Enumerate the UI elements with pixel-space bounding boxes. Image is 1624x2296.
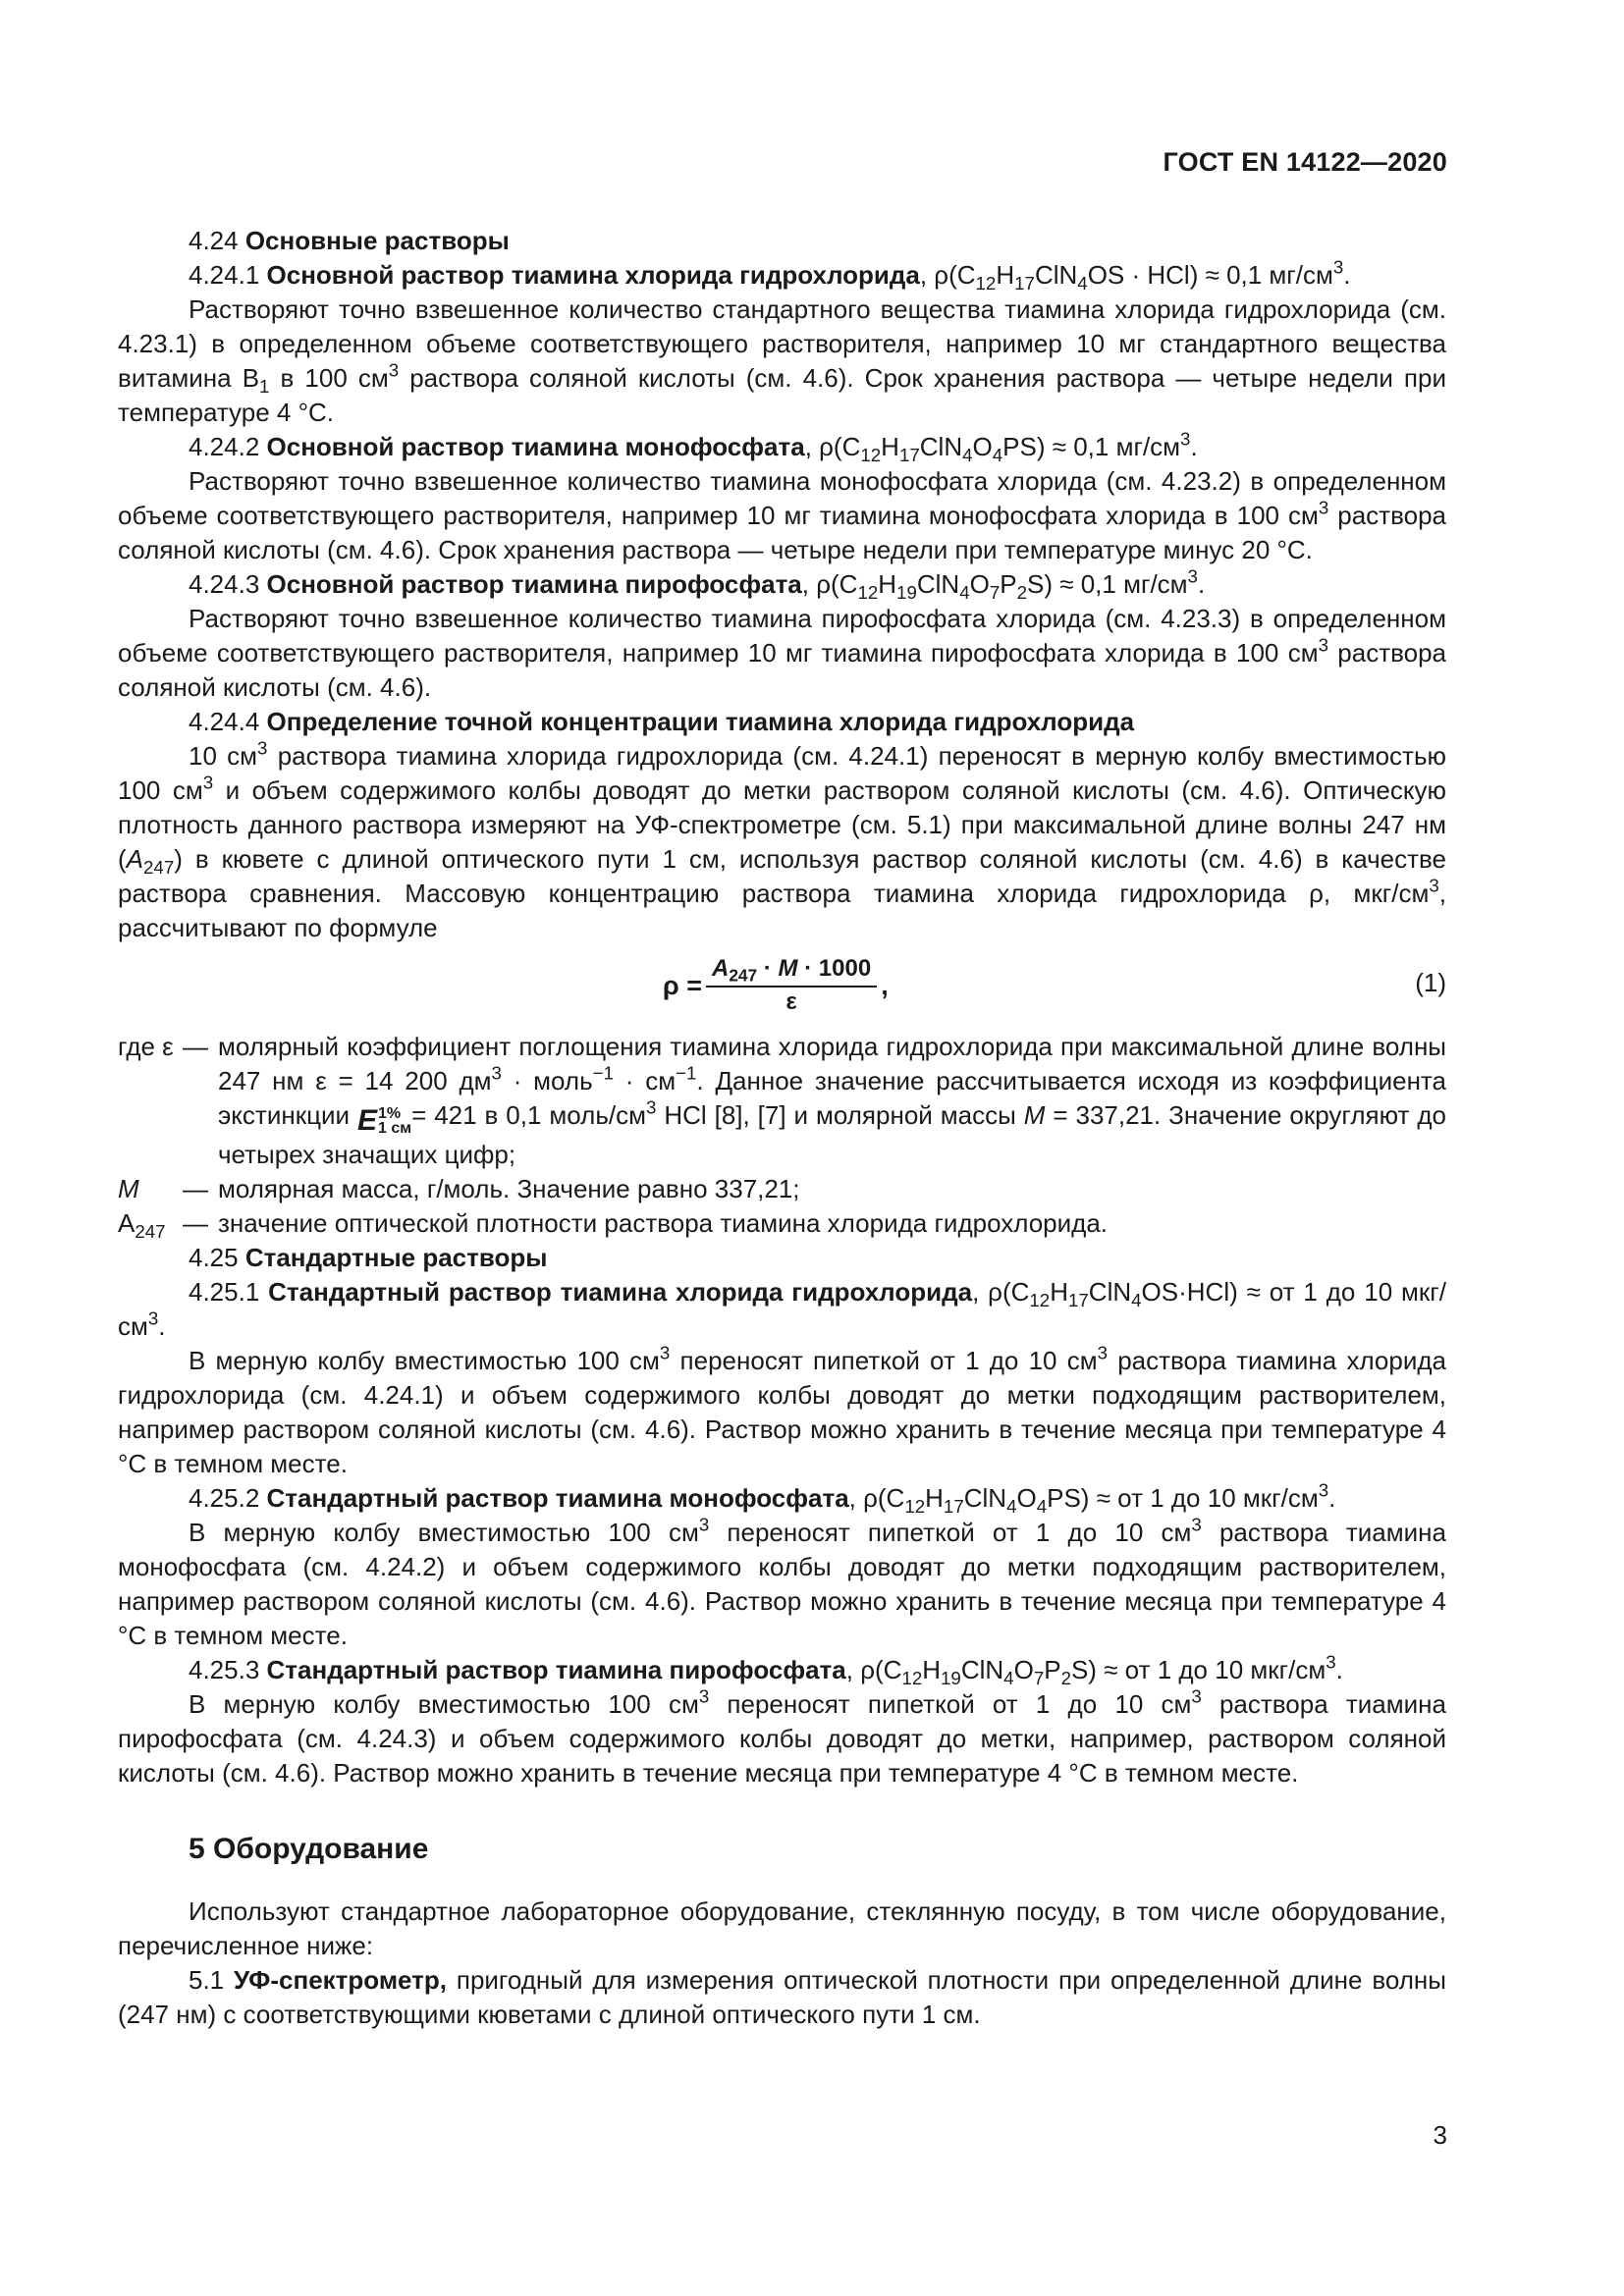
formula-lhs: ρ =	[663, 970, 702, 1000]
clause-4-24-4-text: 10 $см^3$ раствора тиамина хлорида гидрохлорида (см. 4.24.1) переносят в мерную колбу вместимостью 100 $см^3$ и объем содержимого колбы доводят до метки раствором соляной кислоты (см. 4.6). Оптическую плотность данного раствора измеряют на УФ-спектрометре (см. 5.1) при максимальной длине волны 247 нм $(A_{247})$ в кювете с длиной оптического пути 1 см, используя раствор соляной кислоты (см. 4.6) в качестве раствора сравнения. Массовую концентрацию раствора тиамина хлорида гидрохлорида ρ, мкг/$см^3$, рассчитывают по формуле	[118, 737, 1446, 942]
formula-denominator: ε	[785, 988, 797, 1015]
definition-a247	[118, 1206, 1446, 1241]
definition-dash: —	[183, 1174, 208, 1203]
definition-epsilon	[118, 1030, 1446, 1172]
extinction-letter: E	[356, 1104, 377, 1137]
clause-4-24-1-text: Растворяют точно взвешенное количество стандартного вещества тиамина хлорида гидрохлорида (см. 4.23.1) в определенном объеме соответствующего растворителя, например 10 мг стандартного вещества витамина $B_1$ в 100 $см^3$ раствора соляной кислоты (см. 4.6). Срок хранения раствора — четыре недели при температуре 4 °C.	[118, 294, 1446, 427]
clause-5-1: 5.1 УФ-спектрометр, пригодный для измерения оптической плотности при определенной длине волны (247 нм) с соответствующими кюветами с длиной оптического пути 1 см.	[118, 1965, 1446, 2029]
document-body	[118, 224, 1446, 2032]
clause-4-25-3-heading: 4.25.3 Стандартный раствор тиамина пирофосфата, $\rho(C_{12}H_{19}ClN_4O_7P_2S)$ ≈ от 1 до 10 мкг/$см^3$.	[189, 1651, 1343, 1688]
page-number: 3	[1433, 2120, 1447, 2150]
definition-m-text: молярная масса, г/моль. Значение равно 337,21;	[218, 1174, 800, 1203]
definition-m	[118, 1172, 1446, 1206]
a247-base: A	[118, 1208, 135, 1238]
section-5-title: 5 Оборудование	[189, 1833, 429, 1865]
definition-symbol-where: где ε	[118, 1032, 174, 1061]
section-5-intro: Используют стандартное лабораторное оборудование, стеклянную посуду, в том числе оборудование, перечисленное ниже:	[118, 1896, 1446, 1960]
extinction-top-index: 1%	[378, 1104, 402, 1122]
definition-symbol-m: M	[118, 1174, 139, 1203]
clause-4-24-2-heading: 4.24.2 Основной раствор тиамина монофосфата, $\rho(C_{12}H_{17}ClN_4O_4PS) \approx 0,1$ $мг/см^3$.	[189, 428, 1198, 465]
formula-fraction	[706, 954, 877, 1017]
formula-trail: ,	[881, 970, 889, 1000]
definition-epsilon-text	[218, 1030, 1446, 1172]
document-header: ГОСТ EN 14122—2020	[1163, 147, 1447, 177]
definition-epsilon-part1: молярный коэффициент поглощения тиамина хлорида гидрохлорида при максимальной длине волны 247 нм ε = 14 200 $дм^3$ · моль$^{-1}$ · $см^{-1}$. Данное значение рассчитывается исходя из коэффициента экстинкции	[218, 1032, 1447, 1130]
clause-4-24-heading: 4.24 Основные растворы	[189, 226, 510, 255]
formula-expression	[663, 954, 889, 1017]
clause-4-25-2-text: В мерную колбу вместимостью 100 $см^3$ переносят пипеткой от 1 до 10 $см^3$ раствора тиамина монофосфата (см. 4.24.2) и объем содержимого колбы доводят до метки подходящим растворителем, например раствором соляной кислоты (см. 4.6). Раствор можно хранить в течение месяца при температуре 4 °C в темном месте.	[118, 1514, 1446, 1650]
clause-4-25-1-heading: 4.25.1 Стандартный раствор тиамина хлорида гидрохлорида, $\rho(C_{12}H_{17}ClN_4OS\cdot HCl)$ ≈ от 1 до 10 мкг/$см^3$.	[118, 1277, 1447, 1341]
definition-dash: —	[183, 1032, 208, 1061]
definition-a247-text: значение оптической плотности раствора тиамина хлорида гидрохлорида.	[218, 1208, 1109, 1238]
definitions-list	[118, 1030, 1446, 1241]
extinction-coefficient-mark	[357, 1103, 411, 1138]
clause-4-24-2-text: Растворяют точно взвешенное количество тиамина монофосфата хлорида (см. 4.23.2) в определенном объеме соответствующего растворителя, например 10 мг тиамина монофосфата хлорида в 100 $см^3$ раствора соляной кислоты (см. 4.6). Срок хранения раствора — четыре недели при температуре минус 20 °C.	[118, 466, 1446, 564]
clause-4-25-2-heading: 4.25.2 Стандартный раствор тиамина монофосфата, $\rho(C_{12}H_{17}ClN_4O_4PS)$ ≈ от 1 до 10 мкг/$см^3$.	[189, 1479, 1336, 1517]
extinction-indices	[378, 1106, 411, 1136]
clause-4-25-1-text: В мерную колбу вместимостью 100 $см^3$ переносят пипеткой от 1 до 10 $см^3$ раствора тиамина хлорида гидрохлорида (см. 4.24.1) и объем содержимого колбы доводят до метки подходящим растворителем, например раствором соляной кислоты (см. 4.6). Раствор можно хранить в течение месяца при температуре 4 °C в темном месте.	[118, 1342, 1446, 1478]
clause-4-24-4-heading: 4.24.4 Определение точной концентрации тиамина хлорида гидрохлорида	[189, 707, 1135, 736]
clause-4-25-3-text: В мерную колбу вместимостью 100 $см^3$ переносят пипеткой от 1 до 10 $см^3$ раствора тиамина пирофосфата (см. 4.24.3) и объем содержимого колбы доводят до метки, например, раствором соляной кислоты (см. 4.6). Раствор можно хранить в течение месяца при температуре 4 °C в темном месте.	[118, 1685, 1446, 1788]
clause-4-24-3-heading: 4.24.3 Основной раствор тиамина пирофосфата, $\rho(C_{12}H_{19}ClN_4O_7P_2S) \approx 0,1$ $мг/см^3$.	[189, 565, 1206, 603]
formula-numerator: $A_{247} \cdot M \cdot 1000$	[706, 954, 877, 988]
definition-epsilon-part2: = 421 в 0,1 моль/$см^3$ HCl [8], [7] и молярной массы M = 337,21. Значение округляют до четырех значащих цифр;	[218, 1096, 1446, 1169]
clause-4-24-1-heading: 4.24.1 Основной раствор тиамина хлорида гидрохлорида, $\rho(C_{12}H_{17}ClN_4OS \cdot HCl) \approx 0,1$ $мг/см^3$.	[189, 256, 1351, 294]
a247-subscript: 247	[135, 1220, 166, 1242]
clause-4-25-heading: 4.25 Стандартные растворы	[189, 1243, 548, 1272]
definition-symbol-a247	[118, 1206, 183, 1241]
definition-dash: —	[183, 1208, 208, 1238]
extinction-bottom-index: 1 см	[378, 1119, 412, 1137]
formula-1	[118, 949, 1446, 1018]
formula-number: (1)	[1415, 968, 1446, 997]
clause-4-24-3-text: Растворяют точно взвешенное количество тиамина пирофосфата хлорида (см. 4.23.3) в определенном объеме соответствующего растворителя, например 10 мг тиамина пирофосфата хлорида в 100 $см^3$ раствора соляной кислоты (см. 4.6).	[118, 604, 1447, 702]
